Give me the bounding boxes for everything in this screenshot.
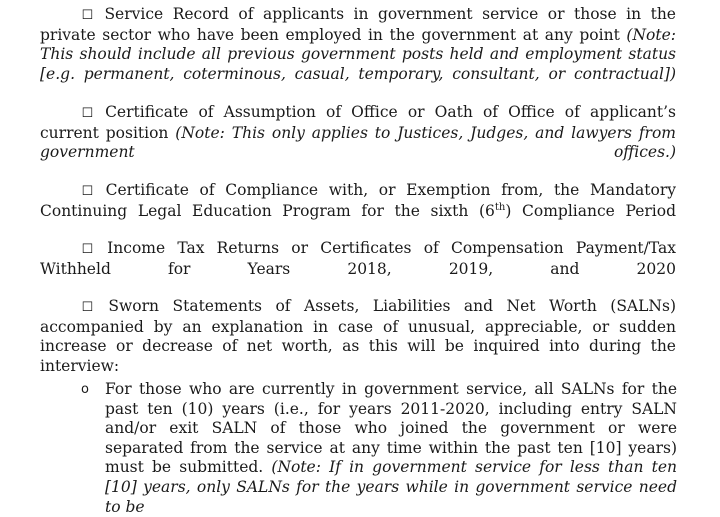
requirement-text: Income Tax Returns or Certificates of Compensation Payment/Tax Withheld for Years 2018, 2019, and 2020 (40, 239, 676, 278)
sub-requirement-text: For those who are currently in government service, all SALNs for the past ten (10) years (i.e., for years 2011-2020, including entry SALN and/or exit SALN of those who joined the government or were separated from the service at any time within the past ten [10] years) must be submitted. (105, 380, 677, 477)
requirement-note: (Note: This only applies to Justices, Judges, and lawyers from government offices.) (40, 123, 676, 162)
bullet-icon: o (81, 382, 89, 397)
requirement-text: Certificate of Compliance with, or Exemption from, the Mandatory Continuing Legal Education Program for the sixth (6 (40, 181, 676, 220)
sub-requirement-salns-government (81, 380, 677, 517)
requirement-note: (Note: This should include all previous government posts held and employment status [e.g. permanent, coterminous, casual, temporary, consultant, or contractual]) (40, 25, 676, 83)
requirement-certificate-compliance (40, 181, 676, 241)
requirement-service-record (40, 5, 676, 104)
checkbox-icon[interactable]: ☐ (81, 184, 94, 199)
checkbox-icon[interactable]: ☐ (81, 242, 94, 257)
requirement-income-tax (40, 239, 676, 299)
superscript-ordinal: th (494, 201, 506, 213)
requirement-text: Certificate of Assumption of Office or Oath of Office of applicant’s current position (40, 103, 676, 142)
requirement-text-end: ) Compliance Period (505, 201, 676, 220)
requirement-text: Sworn Statements of Assets, Liabilities and Net Worth (SALNs) accompanied by an explanation in case of unusual, appreciable, or sudden increase or decrease of net worth, as this will be inquired into during the interview: (40, 297, 676, 375)
checkbox-icon[interactable]: ☐ (81, 300, 94, 315)
requirement-certificate-assumption (40, 103, 676, 182)
sub-requirement-note: (Note: If in government service for less than ten [10] years, only SALNs for the years while in government service need to be (105, 458, 677, 516)
checkbox-icon[interactable]: ☐ (81, 106, 94, 121)
checkbox-icon[interactable]: ☐ (81, 8, 94, 23)
requirement-text: Service Record of applicants in government service or those in the private sector who have been employed in the government at any point (40, 5, 676, 44)
